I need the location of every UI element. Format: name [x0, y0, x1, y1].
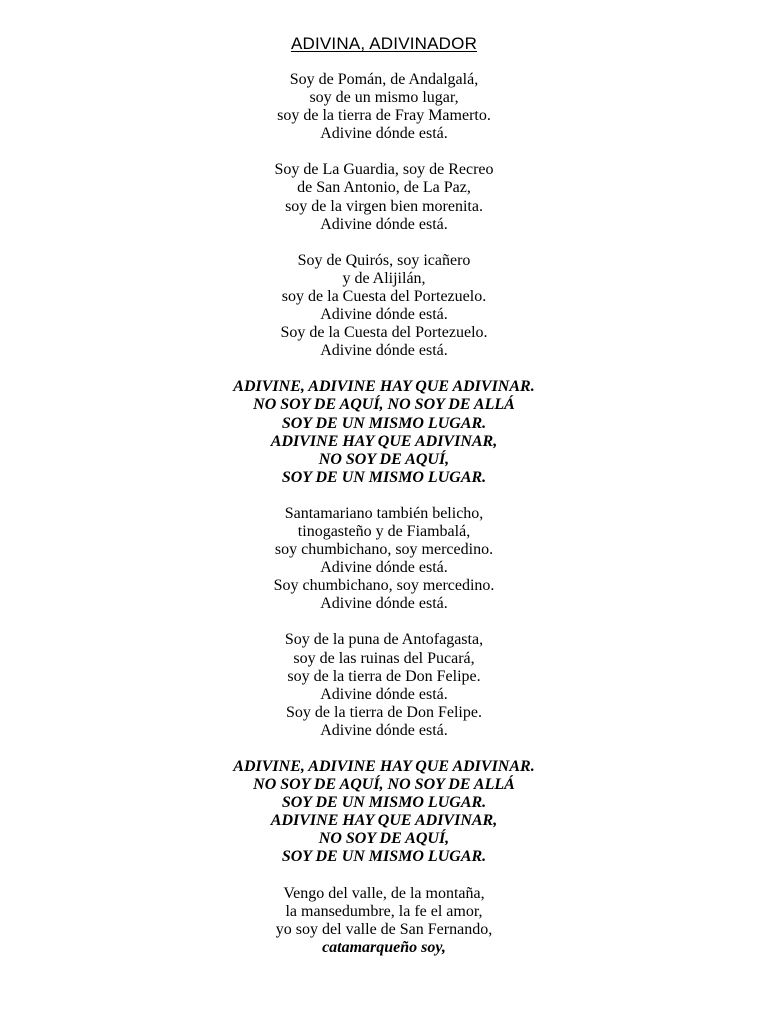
chorus-line: ADIVINE HAY QUE ADIVINAR,: [270, 432, 498, 450]
lyric-line: soy de la virgen bien morenita.: [285, 197, 483, 215]
lyric-line: soy de la tierra de Don Felipe.: [287, 667, 481, 685]
lyric-line: y de Alijilán,: [342, 269, 426, 287]
lyric-line: la mansedumbre, la fe el amor,: [285, 902, 483, 920]
stanza-verse-4: [0, 505, 768, 614]
stanza-chorus-1: [0, 378, 768, 487]
lyric-line: Adivine dónde está.: [320, 559, 448, 577]
chorus-line: ADIVINE HAY QUE ADIVINAR,: [270, 812, 498, 830]
lyric-line: yo soy del valle de San Fernando,: [275, 920, 493, 938]
stanza-chorus-2: [0, 758, 768, 867]
chorus-line: ADIVINE, ADIVINE HAY QUE ADIVINAR.: [233, 378, 535, 396]
lyric-line: Adivine dónde está.: [320, 721, 448, 739]
chorus-line: ADIVINE, ADIVINE HAY QUE ADIVINAR.: [233, 758, 535, 775]
lyric-line: soy de un mismo lugar,: [309, 89, 459, 107]
lyric-line: Adivine dónde está.: [320, 342, 448, 360]
lyric-line: Soy de la tierra de Don Felipe.: [286, 703, 482, 721]
chorus-line: NO SOY DE AQUÍ,: [318, 450, 450, 468]
stanza-verse-2: [0, 161, 768, 233]
lyric-line: Adivine dónde está.: [320, 306, 448, 324]
lyric-line: Soy de la puna de Antofagasta,: [284, 631, 484, 649]
stanza-verse-5: [0, 631, 768, 740]
lyric-line: Santamariano también belicho,: [284, 504, 484, 522]
lyric-line: soy chumbichano, soy mercedino.: [274, 541, 494, 559]
chorus-line: SOY DE UN MISMO LUGAR.: [281, 848, 487, 866]
lyric-line: Soy chumbichano, soy mercedino.: [273, 577, 495, 595]
chorus-line: SOY DE UN MISMO LUGAR.: [281, 794, 487, 812]
lyric-line: soy de la Cuesta del Portezuelo.: [281, 287, 487, 305]
lyric-line: Soy de La Guardia, soy de Recreo: [274, 161, 494, 179]
lyric-line: Adivine dónde está.: [320, 595, 448, 613]
lyric-line: Adivine dónde está.: [320, 685, 448, 703]
lyric-line: Adivine dónde está.: [320, 215, 448, 233]
song-title: ADIVINA, ADIVINADOR: [290, 34, 478, 53]
lyric-line: Soy de Pomán, de Andalgalá,: [289, 71, 479, 88]
chorus-line: NO SOY DE AQUÍ,: [318, 830, 450, 848]
chorus-line: SOY DE UN MISMO LUGAR.: [281, 468, 487, 486]
chorus-line: NO SOY DE AQUÍ, NO SOY DE ALLÁ: [253, 776, 515, 794]
lyric-line-emphasis: catamarqueño soy,: [322, 938, 446, 956]
lyrics-page: [0, 34, 768, 975]
lyric-line: de San Antonio, de La Paz,: [297, 179, 471, 197]
lyric-line: Soy de Quirós, soy icañero: [297, 251, 471, 269]
chorus-line: NO SOY DE AQUÍ, NO SOY DE ALLÁ: [253, 396, 515, 414]
stanza-verse-6: [0, 885, 768, 957]
stanza-verse-1: [0, 71, 768, 143]
lyric-line: Vengo del valle, de la montaña,: [283, 884, 485, 902]
chorus-line: SOY DE UN MISMO LUGAR.: [281, 414, 487, 432]
lyric-line: Soy de la Cuesta del Portezuelo.: [280, 324, 488, 342]
lyric-line: Adivine dónde está.: [320, 125, 448, 143]
lyric-line: soy de la tierra de Fray Mamerto.: [277, 107, 491, 125]
lyric-line: soy de las ruinas del Pucará,: [293, 649, 475, 667]
lyric-line: tinogasteño y de Fiambalá,: [297, 522, 471, 540]
stanza-verse-3: [0, 252, 768, 361]
